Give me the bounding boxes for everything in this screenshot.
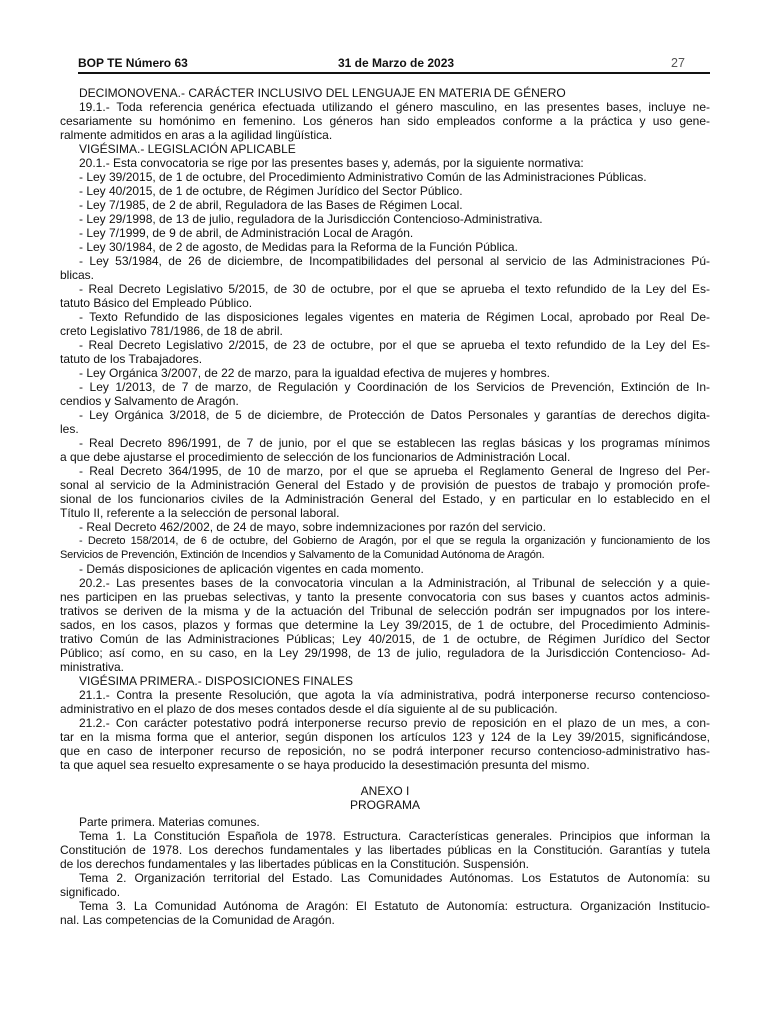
law-item-line: - Texto Refundido de las disposiciones legales vigentes en materia de Régimen Local, aprobado por Real De- [79,310,710,324]
law-item-line: - Ley 53/1984, de 26 de diciembre, de Incompatibilidades del personal al servicio de las Administraciones Pú- [79,254,710,268]
law-item-line: - Ley 29/1998, de 13 de julio, reguladora de la Jurisdicción Contencioso-Administrativa. [79,212,543,226]
paragraph-line: Público; así como, en su caso, en la Ley 29/1998, de 13 de julio, reguladora de la Jurisdicción Contencioso- Ad- [60,646,710,660]
law-item-line: - Real Decreto 462/2002, de 24 de mayo, sobre indemnizaciones por razón del servicio. [79,520,546,534]
law-item-line: sional de los funcionarios civiles de la Administración General del Estado, y en particular en lo establecido en el [60,492,710,506]
topic-line: Tema 1. La Constitución Española de 1978. Estructura. Características generales. Principios que informan la [79,829,711,843]
law-item-line: creto Legislativo 781/1986, de 18 de abril. [60,324,283,338]
paragraph-line: sados, en los casos, plazos y formas que determine la Ley 39/2015, de 1 de octubre, del Procedimiento Adminis- [60,618,711,632]
document-body [60,86,710,927]
topic-line: significado. [60,885,121,899]
law-item-line: - Ley 39/2015, de 1 de octubre, del Procedimiento Administrativo Común de las Administraciones Públicas. [79,170,647,184]
law-item-line: - Demás disposiciones de aplicación vigentes en cada momento. [79,562,424,576]
topic-line: Tema 3. La Comunidad Autónoma de Aragón: El Estatuto de Autonomía: estructura. Organización Institucio- [79,899,710,913]
paragraph-line: tar en la misma forma que el anterior, según disponen los artículos 123 y 124 de la Ley 39/2015, significándose, [60,730,710,744]
law-item-line: - Decreto 158/2014, de 6 de octubre, del Gobierno de Aragón, por el que se regula la organización y funcionamiento de los [79,535,710,547]
law-item-line: - Real Decreto 896/1991, de 7 de junio, por el que se establecen las reglas básicas y los programas mínimos [79,436,710,450]
paragraph-line: que en caso de interponer recurso de reposición, no se podrá interponer recurso contencioso-administrativo has- [60,744,710,758]
section-heading: VIGÉSIMA PRIMERA.- DISPOSICIONES FINALES [79,674,354,688]
law-item-line: - Real Decreto Legislativo 2/2015, de 23 de octubre, por el que se aprueba el texto refundido de la Ley del Es- [79,338,710,352]
law-item-line: - Ley 30/1984, de 2 de agosto, de Medidas para la Reforma de la Función Pública. [79,240,518,254]
law-item-line: cendios y Salvamento de Aragón. [60,394,239,408]
paragraph-line: 21.1.- Contra la presente Resolución, que agota la vía administrativa, podrá interponerse recurso contencioso- [79,688,711,702]
publication-date: 31 de Marzo de 2023 [338,56,455,70]
law-item-line: - Ley Orgánica 3/2007, de 22 de marzo, para la igualdad efectiva de mujeres y hombres. [79,366,550,380]
page-number: 27 [671,56,685,70]
section-heading: VIGÉSIMA.- LEGISLACIÓN APLICABLE [79,142,296,156]
law-item-line: tatuto de los Trabajadores. [60,352,203,366]
paragraph-line: ministrativa. [60,660,125,674]
annex-title: ANEXO I [360,784,410,798]
annex-subtitle: PROGRAMA [349,798,420,812]
topic-line: de los derechos fundamentales y las libertades públicas en la Constitución. Suspensión. [60,857,529,871]
bulletin-number: BOP TE Número 63 [78,56,188,70]
law-item-line: - Ley Orgánica 3/2018, de 5 de diciembre, de Protección de Datos Personales y garantías de derechos digita- [79,408,710,422]
paragraph-line: 21.2.- Con carácter potestativo podrá interponerse recurso previo de reposición en el plazo de un mes, a con- [79,716,711,730]
law-item-line: sonal al servicio de la Administración General del Estado y de provisión de puestos de trabajo y promoción profe- [60,478,710,492]
topic-line: nal. Las competencias de la Comunidad de Aragón. [60,913,335,927]
paragraph-line: nes participen en las pruebas selectivas, y tanto la presente convocatoria con sus bases y cuantos actos adminis- [60,590,710,604]
topic-line: Constitución de 1978. Los derechos fundamentales y las libertades públicas en la Constitución. Garantías y tutela [60,843,711,857]
law-item-line: - Ley 1/2013, de 7 de marzo, de Regulación y Coordinación de los Servicios de Prevención, Extinción de In- [79,380,710,394]
paragraph-line: trativos se deriven de la misma y de la actuación del Tribunal de selección podrán ser impugnados por los intere- [60,604,710,618]
paragraph-line: 20.2.- Las presentes bases de la convocatoria vinculan a la Administración, al Tribunal de selección y a quie- [79,576,710,590]
header-rule [78,72,710,74]
annex-part-heading: Parte primera. Materias comunes. [79,815,260,829]
law-item-line: les. [60,422,79,436]
law-item-line: tatuto Básico del Empleado Público. [60,296,253,310]
law-item-line: Título II, referente a la selección de personal laboral. [60,506,340,520]
law-item-line: a que debe ajustarse el procedimiento de selección de los funcionarios de Administración Local. [60,450,571,464]
paragraph-line: trativo Común de las Administraciones Públicas; Ley 40/2015, de 1 de octubre, de Régimen Jurídico del Sector [60,632,710,646]
topic-line: Tema 2. Organización territorial del Estado. Las Comunidades Autónomas. Los Estatutos de Autonomía: su [79,871,711,885]
paragraph-line: cesariamente su homónimo en femenino. Los géneros han sido empleados conforme a la práctica y uso gene- [60,114,711,128]
paragraph-line: ta que aquel sea resuelto expresamente o se haya producido la desestimación presunta del mismo. [60,758,590,772]
law-item-line: - Ley 40/2015, de 1 de octubre, de Régimen Jurídico del Sector Público. [79,184,463,198]
paragraph-line: administrativo en el plazo de dos meses contados desde el día siguiente al de su publicación. [60,702,558,716]
law-item-line: - Real Decreto 364/1995, de 10 de marzo, por el que se aprueba el Reglamento General de Ingreso del Per- [79,464,710,478]
law-item-line: blicas. [60,268,95,282]
paragraph-line: ralmente admitidos en aras a la agilidad lingüística. [60,128,333,142]
law-item-line: - Ley 7/1985, de 2 de abril, Reguladora de las Bases de Régimen Local. [79,198,463,212]
section-heading: DECIMONOVENA.- CARÁCTER INCLUSIVO DEL LENGUAJE EN MATERIA DE GÉNERO [79,86,566,100]
law-item-line: Servicios de Prevención, Extinción de Incendios y Salvamento de la Comunidad Autónoma de Aragón. [60,549,545,561]
law-item-line: - Ley 7/1999, de 9 de abril, de Administración Local de Aragón. [79,226,414,240]
paragraph-line: 20.1.- Esta convocatoria se rige por las presentes bases y, además, por la siguiente normativa: [79,156,584,170]
law-item-line: - Real Decreto Legislativo 5/2015, de 30 de octubre, por el que se aprueba el texto refundido de la Ley del Es- [79,282,710,296]
paragraph-line: 19.1.- Toda referencia genérica efectuada utilizando el género masculino, en las presentes bases, incluye ne- [79,100,710,114]
